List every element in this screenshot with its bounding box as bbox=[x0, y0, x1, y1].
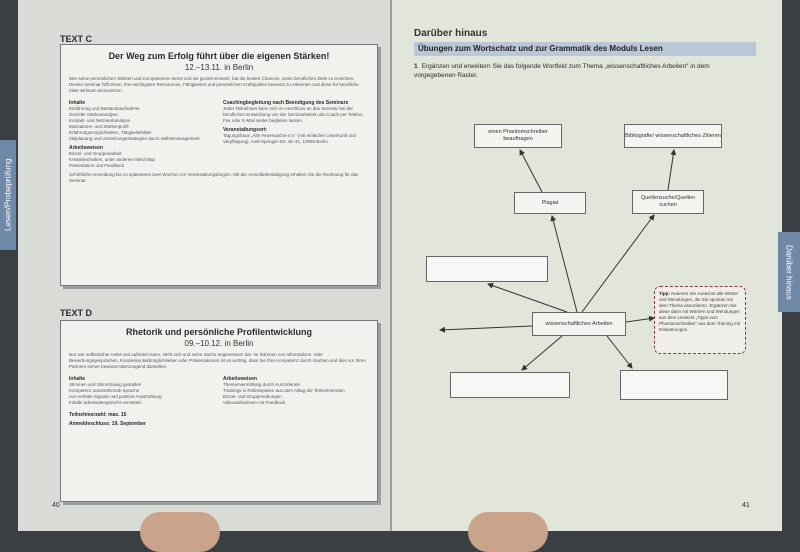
arrow-to-empty-left bbox=[488, 284, 567, 312]
task-number: 1 bbox=[414, 63, 418, 70]
text-d-left-column bbox=[69, 373, 215, 427]
text-c-label: TEXT C bbox=[60, 34, 93, 44]
text-c-inhalte-heading: Inhalte bbox=[69, 100, 86, 106]
text-d-arbeitsweisen-heading: Arbeitsweisen bbox=[223, 376, 257, 382]
list-item: Inhalte adressatengerecht vermitteln bbox=[69, 400, 142, 405]
side-tab-right: Darüber hinaus bbox=[778, 232, 800, 312]
text-c-registration: Schriftliche Anmeldung bis zu spätestens zwei Wochen vor Veranstaltungsbeginn. Mit der Anmeldebestätigung erhalten Sie die Rechnung für das Seminar. bbox=[69, 172, 359, 183]
text-c-box bbox=[60, 44, 378, 286]
text-d-inhalte-heading: Inhalte bbox=[69, 376, 86, 382]
side-tab-left: Lesen/Probeprüfung bbox=[0, 140, 16, 250]
node-plagiat: Plagiat bbox=[514, 192, 586, 214]
list-item: Einzel- und Gruppenübungen bbox=[223, 394, 282, 399]
arrow-to-bibliografie bbox=[668, 150, 674, 190]
text-d-label: TEXT D bbox=[60, 308, 93, 318]
tip-label: Tipp: bbox=[659, 291, 670, 296]
page-number-right: 41 bbox=[742, 502, 750, 509]
list-item: Präsentation und Feedback bbox=[69, 163, 125, 168]
arrow-to-empty-bottom-right bbox=[607, 336, 632, 368]
list-item: Erfahrungsmöglichkeiten, Tätigkeitsfelder bbox=[69, 130, 152, 135]
text-d-right-column bbox=[223, 373, 369, 427]
left-page bbox=[18, 0, 392, 531]
list-item: Videoaufnahmen mit Feedback bbox=[223, 400, 286, 405]
list-item: Stimmen und Stimmtrainig gestalten bbox=[69, 382, 142, 387]
node-phantom: einen Phantomschreiber beauftragen bbox=[474, 124, 562, 148]
text-c-arbeitsweisen-heading: Arbeitsweisen bbox=[69, 145, 103, 151]
list-item: Einzel- und Gruppenarbeit bbox=[69, 151, 122, 156]
task-text: Ergänzen und erweitern Sie das folgende Wortfeld zum Thema „wissenschaftliches Arbeiten“ in dem vorgegebenen Raster. bbox=[414, 63, 710, 79]
arrow-to-blank-line bbox=[440, 326, 532, 330]
section-title: Darüber hinaus bbox=[414, 28, 488, 39]
text-c-title: Der Weg zum Erfolg führt über die eigenen Stärken! bbox=[108, 51, 330, 61]
list-item: Kompetenz ausstrahlende Sprache bbox=[69, 388, 140, 393]
list-item: Zielplanung und Umsetzungsstrategien durch Selbstmanagement bbox=[69, 136, 200, 141]
list-item: non-verbale Signale und positive Ausstrahlung bbox=[69, 394, 162, 399]
list-item: Motivations- und Stärkenprofil bbox=[69, 124, 129, 129]
text-c-intro: Wer seine persönlichen Stärken und Kompetenzen kennt und sie gezielt einsetzt, hat die besten Chancen, seine beruflichen Ziele zu erreichen. Dieses Seminar hilft Ihnen, Ihre wichtigsten Ressourcen, Fähigkeiten und persönlichen Kraftquellen bewusst zu erkennen und diese für berufliche Ziele wirksam einzusetzen. bbox=[69, 76, 359, 93]
arrow-to-plagiat bbox=[552, 216, 577, 312]
text-d-title: Rhetorik und persönliche Profilentwicklung bbox=[125, 327, 313, 337]
text-c-left-column bbox=[69, 97, 215, 169]
node-bibliografie: Bibliografie/ wissenschaftliches Zitieren bbox=[624, 124, 722, 148]
text-c-date: 12.–13.11. in Berlin bbox=[184, 63, 254, 72]
hand-left bbox=[140, 512, 220, 552]
arrow-to-tip bbox=[626, 318, 654, 322]
hand-right bbox=[468, 512, 548, 552]
page-number-left: 40 bbox=[52, 502, 60, 509]
arrow-to-phantom bbox=[520, 150, 542, 192]
text-d-participants: Teilnehmerzahl: max. 15 bbox=[69, 412, 127, 418]
arrow-to-empty-bottom-left bbox=[522, 336, 562, 370]
node-quellensuche: Quellensuche/Quellen suchen bbox=[632, 190, 704, 214]
tip-text: Notieren Sie zunächst alle Wörter und Wendungen, die Sie spontan mit dem Thema assoziieren. Ergänzen Sie diese dann mit Wörtern und Wendungen aus dem Lesetext „Tipps vom Phantomschreiber“ aus dem Training mit Erläuterungen. bbox=[659, 291, 741, 332]
text-d-box bbox=[60, 320, 378, 502]
list-item: Einführung und Bestandsaufnahme bbox=[69, 106, 140, 111]
text-d-deadline: Anmeldeschluss: 19. September bbox=[69, 421, 146, 427]
node-center: wissenschaftliches Arbeiten bbox=[532, 312, 626, 336]
text-c-venue-heading: Veranstaltungsort: bbox=[223, 127, 268, 133]
text-c-coaching-text: Jeder Teilnehmer kann sich im Anschluss an das Seminar bei der beruflichen Entwicklung von der Seminarleiterin als Coach per Telefon, Fax oder E-Mail weiter begleiten lassen. bbox=[223, 106, 364, 123]
text-c-coaching-heading: Coachingbegleitung nach Beendigung des Seminars bbox=[223, 100, 349, 106]
list-item: Gezielte Stärkenanalyse bbox=[69, 112, 118, 117]
list-item: Themenvermittlung durch Kurzreferate bbox=[223, 382, 301, 387]
text-d-intro: Nur wer selbstsicher redet und auftreten kann, steht sich und seine Sache angemessen dar. Im Rahmen von Informations- oder Bewerbungsgesprächen, Kundenkontaktmöglichkeiten oder Präsentationen ist es wichtig, dass Sie Ihre Kompetenz durch machen und dies vor Ihren Partnern immer bewusst überzeugend darstellen. bbox=[69, 352, 366, 369]
list-item: Kreativtechniken, unter anderem Mind Map bbox=[69, 157, 156, 162]
list-item: Trainings in Rollenspielen aus dem Alltag der Teilnehmenden bbox=[223, 388, 345, 393]
text-c-venue-text: Tagungshaus „Alte Feuerwache e.V.“ (mit einfacher Unterkunft und Verpflegung), Axel-Springer-Str. 40–41, 10969 Berlin bbox=[223, 133, 356, 144]
text-d-date: 09.–10.12. in Berlin bbox=[184, 339, 254, 348]
mind-map-arrows bbox=[392, 0, 782, 531]
text-c-right-column bbox=[223, 97, 369, 169]
list-item: Kontakt- und Netzwerkanalyse bbox=[69, 118, 131, 123]
exercise-banner: Übungen zum Wortschatz und zur Grammatik des Moduls Lesen bbox=[414, 42, 756, 56]
arrow-to-quellensuche bbox=[582, 215, 654, 312]
